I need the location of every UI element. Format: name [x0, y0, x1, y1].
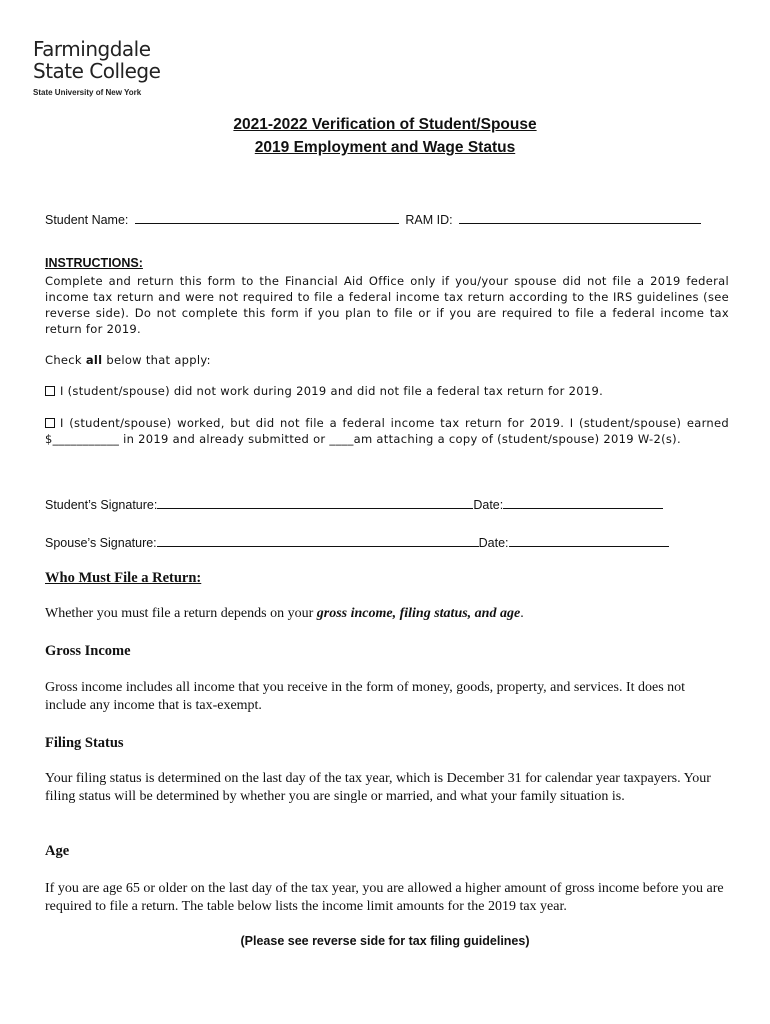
- check-all-label: [45, 352, 211, 368]
- student-info-row: [45, 211, 701, 227]
- student-name-label: Student Name:: [45, 213, 129, 227]
- checkbox-worked[interactable]: [45, 418, 55, 428]
- spouse-signature-row: [45, 534, 669, 550]
- student-signature-label: Student’s Signature:: [45, 498, 158, 512]
- student-name-field[interactable]: [135, 211, 399, 224]
- who-must-file-text: [45, 605, 729, 623]
- who-must-file-heading: Who Must File a Return:: [45, 570, 202, 586]
- student-date-label: Date:: [473, 498, 504, 512]
- logo-line-2: State College: [33, 59, 161, 83]
- spouse-date-label: Date:: [478, 536, 509, 550]
- option-worked-text: I (student/spouse) worked, but did not file a federal income tax return for 2019. I (student/spouse) earned $___________ in 2019 and already submitted or ____am attaching a copy of (student/spouse) 2019 W-2(s).: [45, 416, 729, 446]
- option-did-not-work: [45, 383, 729, 399]
- checkbox-did-not-work[interactable]: [45, 386, 55, 396]
- college-logo: [33, 38, 160, 97]
- logo-line-1: Farmingdale: [33, 37, 151, 61]
- age-heading: Age: [45, 843, 70, 859]
- instructions-heading: INSTRUCTIONS:: [45, 256, 143, 270]
- student-date-field[interactable]: [503, 496, 663, 509]
- student-signature-field[interactable]: [157, 496, 473, 509]
- age-text: If you are age 65 or older on the last day of the tax year, you are allowed a higher amount of gross income before you are required to file a return. The table below lists the income limit amounts for the 2019 tax year.: [45, 881, 724, 914]
- who-must-file-emphasis: gross income, filing status, and age: [316, 606, 521, 621]
- form-title-line-2: 2019 Employment and Wage Status: [254, 139, 516, 156]
- option-did-not-work-text: I (student/spouse) did not work during 2019 and did not file a federal tax return for 2019.: [60, 384, 604, 398]
- who-must-file-prefix: Whether you must file a return depends on your: [45, 606, 317, 621]
- spouse-signature-label: Spouse’s Signature:: [45, 536, 157, 550]
- gross-income-heading: Gross Income: [45, 643, 131, 659]
- instructions-body: Complete and return this form to the Financial Aid Office only if you/your spouse did not file a 2019 federal income tax return and were not required to file a federal income tax return according to the IRS guidelines (see reverse side). Do not complete this form if you plan to file or if you are required to file a federal income tax return for 2019.: [45, 274, 729, 336]
- spouse-date-field[interactable]: [509, 534, 669, 547]
- student-signature-row: [45, 496, 663, 512]
- ram-id-label: RAM ID:: [405, 213, 453, 227]
- check-suffix: below that apply:: [102, 353, 211, 367]
- gross-income-text: Gross income includes all income that you receive in the form of money, goods, property, and services. It does not include any income that is tax-exempt.: [45, 680, 686, 713]
- form-title-line-1: 2021-2022 Verification of Student/Spouse: [233, 116, 537, 133]
- check-prefix: Check: [45, 353, 86, 367]
- logo-line-3: State University of New York: [33, 88, 142, 97]
- filing-status-text: Your filing status is determined on the last day of the tax year, which is December 31 for calendar year taxpayers. Your filing status will be determined by whether you are single or married, and what your family situation is.: [45, 771, 711, 804]
- filing-status-heading: Filing Status: [45, 735, 124, 751]
- ram-id-field[interactable]: [459, 211, 701, 224]
- reverse-side-note: (Please see reverse side for tax filing guidelines): [240, 934, 530, 948]
- option-worked: [45, 415, 729, 447]
- check-emphasis: all: [85, 353, 103, 367]
- who-must-file-suffix: .: [520, 606, 524, 621]
- spouse-signature-field[interactable]: [157, 534, 479, 547]
